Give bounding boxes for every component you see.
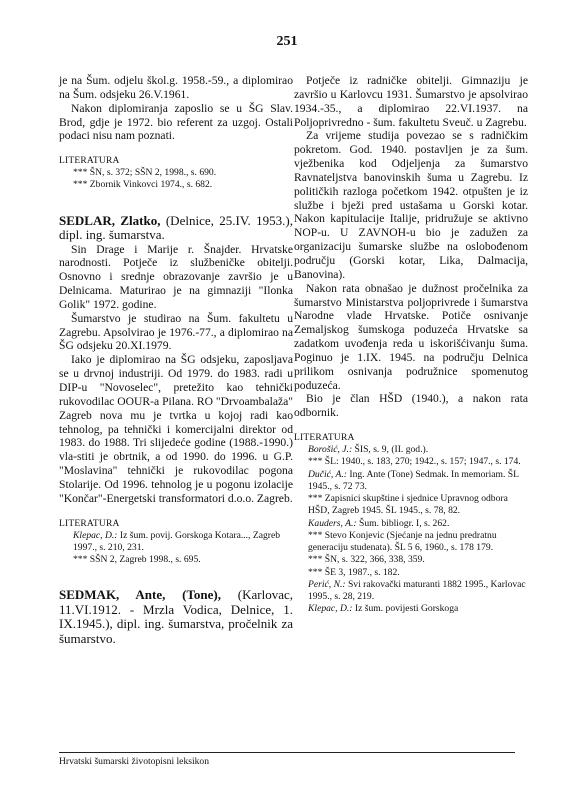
literature-item: *** Zbornik Vinkovci 1974., s. 682. xyxy=(73,179,213,191)
literature-text: *** Stevo Konjevic (Sjećanje na jednu predratnu generaciju studenata). ŠL 5 6, 1960., s. 178 179. xyxy=(308,529,497,554)
page-number: 251 xyxy=(276,34,298,49)
intro-paragraph: Nakon diplomiranja zaposlio se u ŠG Slav. Brod, gdje je 1972. bio referent za uzgoj. Ostali podaci nisu nam poznati. xyxy=(59,101,293,143)
literature-item xyxy=(294,530,528,555)
body-paragraph: Sin Drage i Marije r. Šnajder. Hrvatske narodnosti. Potječe iz službeničke obitelji. Osnovno i srednje obrazovanje završio je u Delnicama. Maturirao je na gimnaziji "Ilonka Golik" 1972. godine. xyxy=(59,242,293,311)
body-paragraph: Nakon rata obnašao je dužnost pročelnika za šumarstvo Ministarstva poljoprivrede i šumarstva Narodne vlade Hrvatske. Potiče osnivanje Zemaljskog šumskoga poduzeća Hrvatske sa zadatkom uvođenja reda u iskorišćivanju šuma. Poginuo je 1.IX. 1945. na području Delnica prilikom osnivanja podružnice spomenutog poduzeća. xyxy=(294,281,528,392)
literature-author: Perić, N.: xyxy=(308,578,346,590)
literature-author: Klepac, D.: xyxy=(73,529,118,541)
literature-item xyxy=(294,567,528,579)
literature-text: *** SŠN 2, Zagreb 1998., s. 695. xyxy=(73,554,201,566)
literature-text: Iz šum. povijesti Gorskoga xyxy=(352,603,459,615)
literature-item xyxy=(294,444,528,456)
body-paragraph: Bio je član HŠD (1940.), a nakon rata odbornik. xyxy=(294,392,528,420)
footer-text: Hrvatski šumarski životopisni leksikon xyxy=(59,756,210,767)
literature-item xyxy=(294,554,528,566)
literature-text: *** ŠE 3, 1987., s. 182. xyxy=(308,566,400,578)
body-paragraph: Iako je diplomirao na ŠG odsjeku, zaposljava se u drvnoj industriji. Od 1979. do 1983. radi u DIP-u "Novoselec", pretežito kao tehnički rukovodilac OOUR-a Pilana. RO "Drvoambalaža" Zagreb nova mu je tvrtka u kojoj radi kao tehnolog, pa tehnički i komercijalni direktor od 1983. do 1988. Tri slijedeće godine (1988.-1990.) vla-stiti je obrtnik, a od 1990. do 1996. u G.P. "Moslavina" tehnički je rukovodilac pogona Stolarije. Od 1996. tehnolog je u pogonu izolacije "Končar"-Energetski transformatori d.o.o. Zagreb. xyxy=(59,353,293,505)
literature-author: Klepac, D.: xyxy=(308,603,353,615)
literature-list xyxy=(294,444,528,616)
literature-item xyxy=(294,469,528,494)
literature-text: Iz šum. povij. Gorskoga Kotara..., Zagreb 1997., s. 210, 231. xyxy=(73,529,281,553)
footer-rule xyxy=(59,752,515,753)
literature-text: *** ŠN, s. 322, 366, 338, 359. xyxy=(308,554,425,566)
literature-item xyxy=(294,579,528,604)
body-paragraph: Šumarstvo je studirao na Šum. fakultetu u Zagrebu. Apsolvirao je 1976.-77., a diplomirao na ŠG odsjeku 20.XI.1979. xyxy=(59,311,293,353)
body-paragraph: Potječe iz radničke obitelji. Gimnaziju je završio u Karlovcu 1931. Šumarstvo je apsolvirao 1934.-35., a diplomirao 22.VI.1937. na Poljoprivredno - šum. fakultetu Sveuč. u Zagrebu. xyxy=(294,74,528,129)
literature-text: *** ŠL: 1940., s. 183, 270; 1942., s. 157; 1947., s. 174. xyxy=(308,456,521,468)
literature-item xyxy=(294,456,528,468)
literature-heading: LITERATURA xyxy=(59,156,120,167)
literature-heading: LITERATURA xyxy=(294,433,355,444)
literature-item: *** ŠN, s. 372; SŠN 2, 1998., s. 690. xyxy=(73,167,217,179)
literature-item xyxy=(59,554,293,566)
literature-item xyxy=(294,603,528,615)
literature-author: Borošić, J.: xyxy=(308,444,353,456)
literature-text: Ing. Ante (Tone) Sedmak. In memoriam. ŠL 1945., s. 72 73. xyxy=(308,468,519,492)
intro-paragraph: je na Šum. odjelu škol.g. 1958.-59., a diplomirao na Šum. odsjeku 26.V.1961. xyxy=(59,74,293,101)
literature-item xyxy=(294,518,528,530)
literature-text: Šum. bibliogr. I, s. 262. xyxy=(356,517,450,529)
literature-text: Svi rakovački maturanti 1882 1995., Karlovac 1995., s. 28, 219. xyxy=(308,578,526,603)
entry-heading-sedmak xyxy=(59,588,293,646)
left-column xyxy=(59,74,293,646)
entry-head-details: (Karlovac, 11.VI.1912. - Mrzla Vodica, Delnice, 1. IX.1945.), dipl. ing. šumarstva, pročelnik za šumarstvo. xyxy=(59,587,293,646)
literature-author: Kauders, A.: xyxy=(308,517,357,529)
literature-author: Dučić, A.: xyxy=(308,468,347,480)
right-column xyxy=(294,74,528,616)
body-paragraph: Za vrijeme studija povezao se s radničkim pokretom. God. 1940. postavljen je za šum. vježbenika kod Odjeljenja za šumarstvo Ravnateljstva banovinskih šuma u Zagrebu. Iz političkih razloga početkom 1942. otpušten je iz službe i bježi pred ustašama u Gorski kotar. Nakon kapitulacije Italije, pridružuje se aktivno NOP-u. U ZAVNOH-u bio je zadužen za organizaciju šumarske službe na oslobođenom području (Gorski kotar, Lika, Dalmacija, Banovina). xyxy=(294,129,528,281)
literature-item xyxy=(294,493,528,518)
literature-text: ŠIS, s. 9, (II. god.). xyxy=(352,444,429,456)
entry-heading-sedlar xyxy=(59,214,293,243)
entry-name: SEDLAR, Zlatko, xyxy=(59,212,161,228)
literature-item xyxy=(59,530,293,555)
literature-text: *** Zapisnici skupštine i sjednice Upravnog odbora HŠD, Zagreb 1945. ŠL 1945., s. 78, 82. xyxy=(308,493,508,517)
entry-name: SEDMAK, Ante, (Tone), xyxy=(59,587,221,603)
literature-heading: LITERATURA xyxy=(59,518,120,529)
entry-head-details: (Delnice, 25.IV. 1953.), dipl. ing. šumarstva. xyxy=(59,212,294,243)
